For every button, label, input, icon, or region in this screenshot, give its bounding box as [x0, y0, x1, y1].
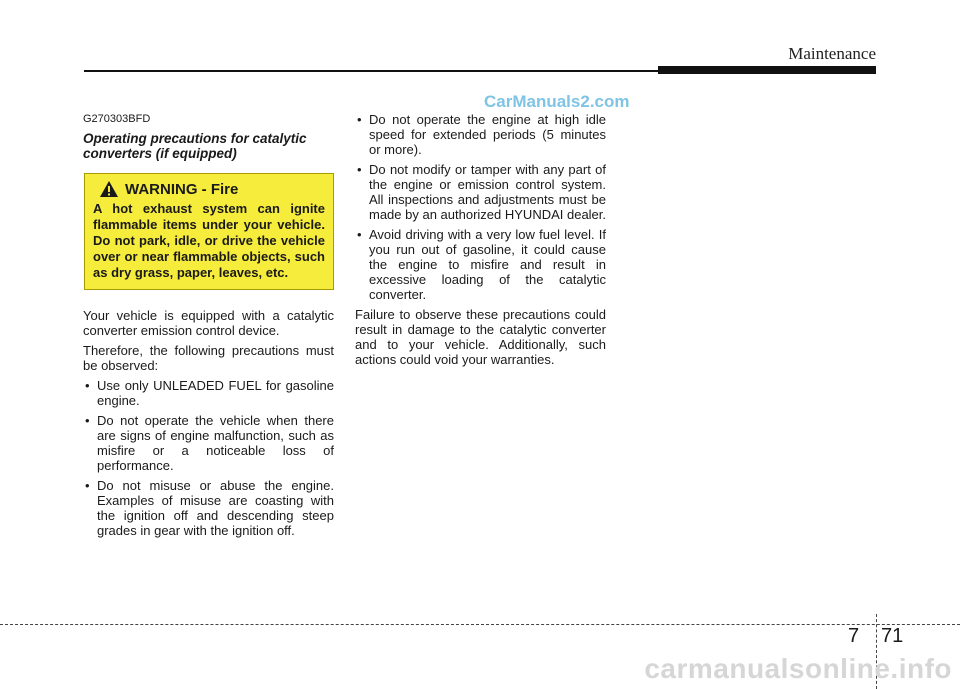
watermark-top: CarManuals2.com — [484, 92, 630, 111]
bullet-icon: • — [357, 112, 362, 127]
section-heading: Operating precautions for catalytic converters (if equipped) — [83, 131, 307, 161]
warning-label: WARNING - Fire — [125, 180, 239, 198]
list-item — [355, 112, 606, 157]
list-item-text: Do not operate the engine at high idle speed for extended periods (5 minutes or more). — [369, 112, 606, 157]
warning-text: A hot exhaust system can ignite flammable items under your vehicle. Do not park, idle, or drive the vehicle over or near flammable objects, such as dry grass, paper, leaves, etc. — [93, 201, 325, 280]
warning-box — [84, 173, 334, 290]
list-item-text: Use only UNLEADED FUEL for gasoline engine. — [97, 378, 334, 408]
list-item — [355, 227, 606, 302]
left-column — [83, 112, 334, 543]
bullet-list — [83, 378, 334, 538]
list-item-text: Do not modify or tamper with any part of the engine or emission control system. All inspections and adjustments must be made by an authorized HYUNDAI dealer. — [369, 162, 607, 222]
bullet-icon: • — [357, 162, 362, 177]
watermark-bottom: carmanualsonline.info — [644, 653, 952, 684]
warning-header — [99, 180, 325, 198]
list-item — [355, 162, 606, 222]
closing-paragraph: Failure to observe these precautions could result in damage to the catalytic converter and to your vehicle. Additionally, such actions could void your warranties. — [355, 307, 606, 367]
list-item-text: Do not operate the vehicle when there are signs of engine malfunction, such as misfire or a noticeable loss of performance. — [97, 413, 334, 473]
footer-rule — [0, 624, 960, 625]
bullet-icon: • — [357, 227, 362, 242]
list-item-text: Do not misuse or abuse the engine. Examples of misuse are coasting with the ignition off and descending steep grades in gear with the ignition off. — [97, 478, 334, 538]
bullet-icon: • — [85, 378, 90, 393]
warning-triangle-icon — [99, 180, 119, 198]
chapter-number: 7 — [848, 625, 860, 647]
right-column — [355, 112, 606, 372]
page-number: 71 — [881, 625, 904, 647]
list-item — [83, 478, 334, 538]
header-rule-thick — [658, 66, 876, 74]
bullet-icon: • — [85, 413, 90, 428]
list-item-text: Avoid driving with a very low fuel level. If you run out of gasoline, it could cause the engine to misfire and result in excessive loading of the catalytic converter. — [369, 227, 606, 302]
list-item — [83, 378, 334, 408]
header-rule-thin — [84, 70, 660, 72]
paragraph: Therefore, the following precautions must be observed: — [83, 343, 334, 373]
bullet-list — [355, 112, 606, 302]
section-code: G270303BFD — [83, 113, 151, 125]
bullet-icon: • — [85, 478, 90, 493]
section-title: Maintenance — [788, 44, 876, 63]
paragraph: Your vehicle is equipped with a catalytic converter emission control device. — [83, 308, 334, 338]
list-item — [83, 413, 334, 473]
